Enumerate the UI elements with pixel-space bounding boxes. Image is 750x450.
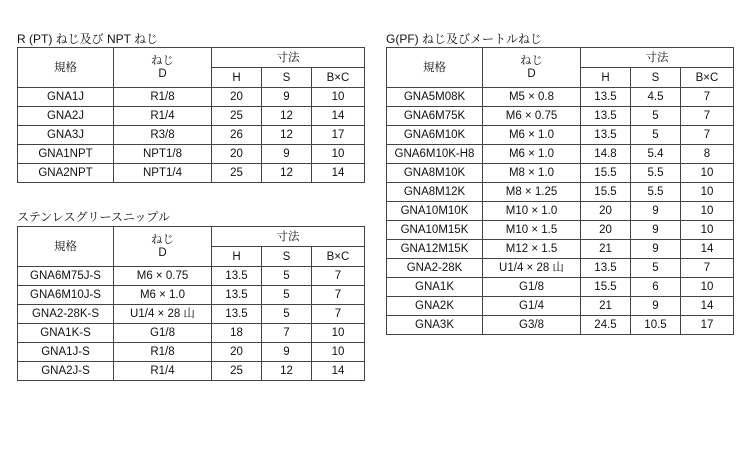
cell-bxc: 7 <box>681 107 734 126</box>
cell-s: 5 <box>262 267 312 286</box>
cell-bxc: 10 <box>681 278 734 297</box>
cell-bxc: 10 <box>312 145 365 164</box>
table-row <box>387 107 734 126</box>
header-neji-label: ねじ <box>151 54 174 67</box>
table-row <box>18 145 365 164</box>
cell-model: GNA1J-S <box>18 343 114 362</box>
table3 <box>386 47 734 335</box>
cell-thread: M8 × 1.0 <box>483 164 581 183</box>
header-row <box>18 227 365 247</box>
cell-s: 9 <box>631 240 681 259</box>
cell-thread: R1/4 <box>114 107 212 126</box>
table-row <box>18 286 365 305</box>
cell-h: 13.5 <box>581 88 631 107</box>
cell-model: GNA10M15K <box>387 221 483 240</box>
cell-bxc: 7 <box>681 126 734 145</box>
cell-s: 9 <box>262 88 312 107</box>
cell-model: GNA2J <box>18 107 114 126</box>
header-sunpo: 寸法 <box>581 48 734 68</box>
table3-title: G(PF) ねじ及びメートルねじ <box>386 32 542 46</box>
table-row <box>387 164 734 183</box>
cell-thread: M10 × 1.0 <box>483 202 581 221</box>
cell-s: 9 <box>262 145 312 164</box>
cell-bxc: 17 <box>681 316 734 335</box>
table1-title: R (PT) ねじ及び NPT ねじ <box>17 32 159 46</box>
table-row <box>387 240 734 259</box>
header-neji-label: ねじ <box>151 233 174 246</box>
cell-bxc: 14 <box>312 107 365 126</box>
cell-h: 20 <box>581 202 631 221</box>
cell-h: 26 <box>212 126 262 145</box>
cell-s: 9 <box>631 297 681 316</box>
cell-thread: R1/8 <box>114 88 212 107</box>
cell-h: 13.5 <box>212 286 262 305</box>
header-h: H <box>581 68 631 88</box>
cell-h: 21 <box>581 297 631 316</box>
cell-h: 25 <box>212 362 262 381</box>
cell-model: GNA12M15K <box>387 240 483 259</box>
cell-h: 20 <box>212 145 262 164</box>
cell-model: GNA3J <box>18 126 114 145</box>
cell-bxc: 10 <box>312 324 365 343</box>
header-bxc: B×C <box>312 247 365 267</box>
cell-h: 13.5 <box>581 259 631 278</box>
cell-s: 10.5 <box>631 316 681 335</box>
cell-h: 20 <box>581 221 631 240</box>
cell-h: 13.5 <box>212 305 262 324</box>
cell-bxc: 7 <box>681 88 734 107</box>
cell-bxc: 8 <box>681 145 734 164</box>
cell-bxc: 10 <box>681 183 734 202</box>
cell-s: 5.5 <box>631 164 681 183</box>
cell-bxc: 7 <box>312 305 365 324</box>
table-row <box>18 88 365 107</box>
cell-thread: R3/8 <box>114 126 212 145</box>
table-row <box>387 259 734 278</box>
table-row <box>387 88 734 107</box>
cell-h: 20 <box>212 88 262 107</box>
cell-h: 15.5 <box>581 183 631 202</box>
cell-h: 13.5 <box>212 267 262 286</box>
cell-thread: NPT1/4 <box>114 164 212 183</box>
cell-thread: M6 × 1.0 <box>483 126 581 145</box>
cell-s: 5 <box>631 259 681 278</box>
cell-model: GNA1K-S <box>18 324 114 343</box>
header-neji-d: D <box>158 246 167 259</box>
header-kikaku: 規格 <box>18 227 114 267</box>
cell-model: GNA6M10J-S <box>18 286 114 305</box>
header-neji <box>483 48 581 88</box>
cell-thread: M6 × 0.75 <box>483 107 581 126</box>
cell-h: 18 <box>212 324 262 343</box>
cell-s: 5 <box>631 107 681 126</box>
cell-model: GNA5M08K <box>387 88 483 107</box>
cell-thread: G3/8 <box>483 316 581 335</box>
header-neji <box>114 227 212 267</box>
cell-bxc: 10 <box>312 88 365 107</box>
header-h: H <box>212 68 262 88</box>
header-sunpo: 寸法 <box>212 227 365 247</box>
table-row <box>387 278 734 297</box>
cell-h: 13.5 <box>581 107 631 126</box>
cell-s: 5 <box>262 286 312 305</box>
cell-thread: M12 × 1.5 <box>483 240 581 259</box>
cell-model: GNA6M10K-H8 <box>387 145 483 164</box>
cell-s: 12 <box>262 164 312 183</box>
header-s: S <box>262 68 312 88</box>
cell-thread: M5 × 0.8 <box>483 88 581 107</box>
cell-bxc: 7 <box>312 286 365 305</box>
cell-thread: U1/4 × 28 山 <box>114 305 212 324</box>
cell-s: 9 <box>631 221 681 240</box>
header-kikaku: 規格 <box>18 48 114 88</box>
cell-s: 4.5 <box>631 88 681 107</box>
cell-h: 15.5 <box>581 278 631 297</box>
cell-thread: G1/8 <box>483 278 581 297</box>
cell-model: GNA2J-S <box>18 362 114 381</box>
header-neji-label: ねじ <box>520 54 543 67</box>
cell-s: 12 <box>262 362 312 381</box>
cell-h: 21 <box>581 240 631 259</box>
table-row <box>387 145 734 164</box>
cell-model: GNA1K <box>387 278 483 297</box>
cell-model: GNA6M75J-S <box>18 267 114 286</box>
header-bxc: B×C <box>681 68 734 88</box>
header-neji-d: D <box>527 67 536 80</box>
table2 <box>17 226 365 381</box>
cell-h: 14.8 <box>581 145 631 164</box>
cell-bxc: 10 <box>312 343 365 362</box>
cell-s: 6 <box>631 278 681 297</box>
table-row <box>387 183 734 202</box>
table-row <box>387 221 734 240</box>
cell-thread: M6 × 0.75 <box>114 267 212 286</box>
cell-model: GNA2-28K-S <box>18 305 114 324</box>
cell-s: 7 <box>262 324 312 343</box>
cell-thread: M6 × 1.0 <box>114 286 212 305</box>
table-row <box>387 126 734 145</box>
header-row <box>387 48 734 68</box>
cell-model: GNA3K <box>387 316 483 335</box>
table-row <box>387 202 734 221</box>
cell-h: 25 <box>212 164 262 183</box>
table1 <box>17 47 365 183</box>
cell-bxc: 10 <box>681 164 734 183</box>
cell-h: 24.5 <box>581 316 631 335</box>
header-bxc: B×C <box>312 68 365 88</box>
cell-s: 9 <box>631 202 681 221</box>
cell-bxc: 14 <box>681 240 734 259</box>
cell-h: 20 <box>212 343 262 362</box>
header-neji-d: D <box>158 67 167 80</box>
table-row <box>18 343 365 362</box>
table-row <box>18 362 365 381</box>
cell-s: 5.4 <box>631 145 681 164</box>
table-row <box>18 164 365 183</box>
cell-thread: G1/4 <box>483 297 581 316</box>
cell-model: GNA2K <box>387 297 483 316</box>
header-kikaku: 規格 <box>387 48 483 88</box>
cell-thread: G1/8 <box>114 324 212 343</box>
cell-s: 5 <box>631 126 681 145</box>
table-row <box>18 324 365 343</box>
header-s: S <box>262 247 312 267</box>
cell-h: 15.5 <box>581 164 631 183</box>
cell-bxc: 7 <box>312 267 365 286</box>
header-row <box>18 48 365 68</box>
header-s: S <box>631 68 681 88</box>
cell-model: GNA8M12K <box>387 183 483 202</box>
cell-thread: M10 × 1.5 <box>483 221 581 240</box>
cell-bxc: 7 <box>681 259 734 278</box>
cell-thread: U1/4 × 28 山 <box>483 259 581 278</box>
table-row <box>18 126 365 145</box>
cell-h: 25 <box>212 107 262 126</box>
cell-model: GNA2NPT <box>18 164 114 183</box>
table-row <box>18 267 365 286</box>
cell-bxc: 14 <box>312 362 365 381</box>
cell-model: GNA2-28K <box>387 259 483 278</box>
cell-model: GNA1NPT <box>18 145 114 164</box>
cell-thread: M6 × 1.0 <box>483 145 581 164</box>
header-h: H <box>212 247 262 267</box>
cell-bxc: 14 <box>681 297 734 316</box>
table-row <box>18 305 365 324</box>
cell-h: 13.5 <box>581 126 631 145</box>
cell-thread: M8 × 1.25 <box>483 183 581 202</box>
cell-thread: R1/4 <box>114 362 212 381</box>
cell-s: 5 <box>262 305 312 324</box>
cell-thread: NPT1/8 <box>114 145 212 164</box>
cell-model: GNA6M75K <box>387 107 483 126</box>
table-row <box>387 316 734 335</box>
cell-bxc: 10 <box>681 221 734 240</box>
cell-s: 12 <box>262 107 312 126</box>
header-neji <box>114 48 212 88</box>
header-sunpo: 寸法 <box>212 48 365 68</box>
cell-bxc: 10 <box>681 202 734 221</box>
cell-bxc: 17 <box>312 126 365 145</box>
cell-model: GNA6M10K <box>387 126 483 145</box>
cell-s: 9 <box>262 343 312 362</box>
table2-title: ステンレスグリースニップル <box>17 210 170 224</box>
table-row <box>18 107 365 126</box>
cell-model: GNA1J <box>18 88 114 107</box>
cell-model: GNA10M10K <box>387 202 483 221</box>
cell-thread: R1/8 <box>114 343 212 362</box>
cell-bxc: 14 <box>312 164 365 183</box>
cell-model: GNA8M10K <box>387 164 483 183</box>
table-row <box>387 297 734 316</box>
cell-s: 5.5 <box>631 183 681 202</box>
cell-s: 12 <box>262 126 312 145</box>
